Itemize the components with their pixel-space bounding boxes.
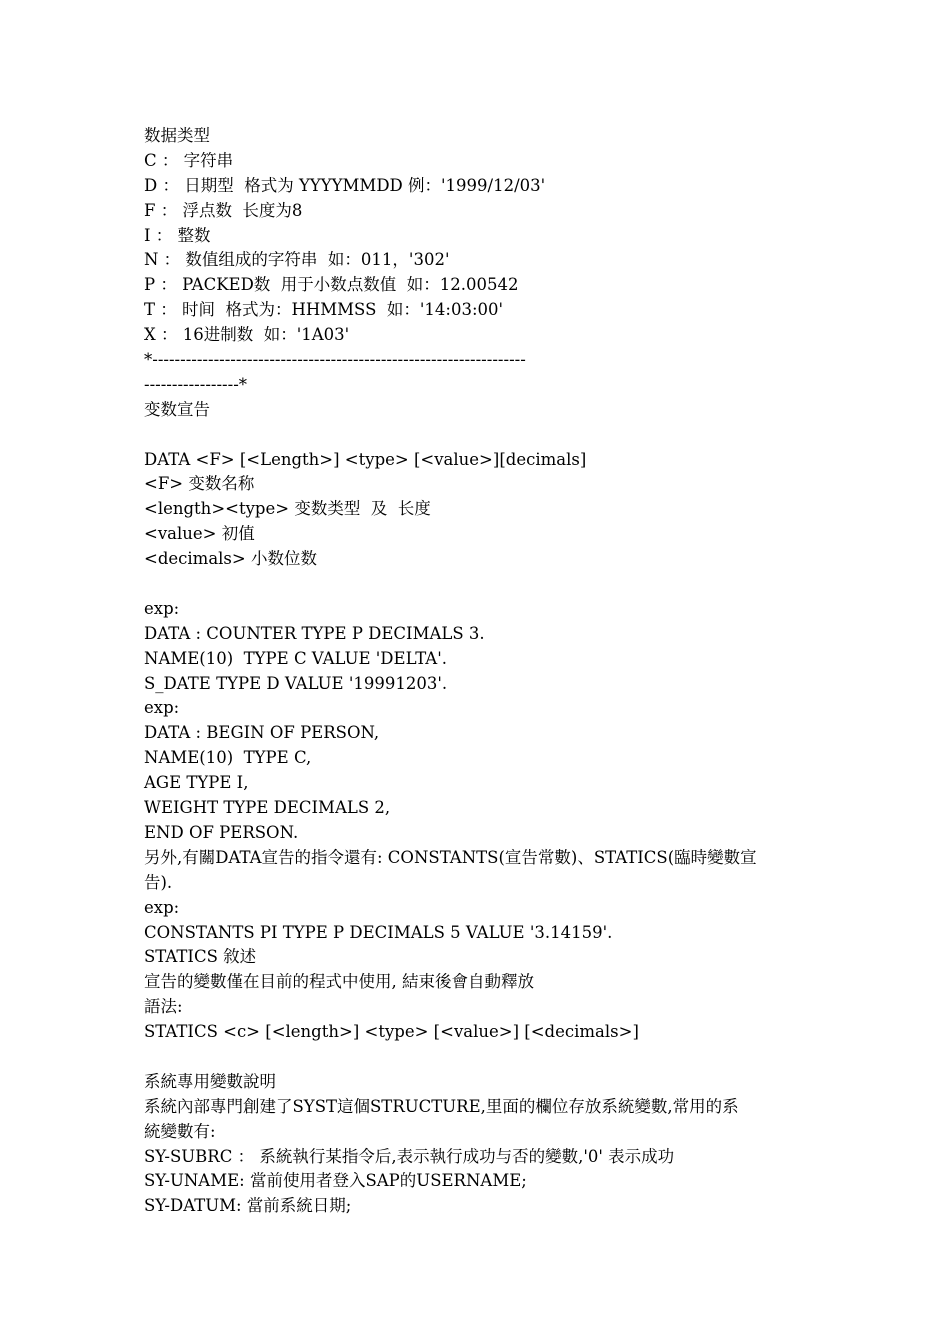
paragraph-line: 告). bbox=[144, 872, 173, 892]
example-label: exp: bbox=[144, 598, 180, 618]
type-f-line: F ： 浮点数 长度为8 bbox=[144, 200, 303, 220]
blank-line bbox=[144, 1045, 814, 1070]
code-line: CONSTANTS PI TYPE P DECIMALS 5 VALUE '3.14159'. bbox=[144, 922, 613, 942]
code-line: DATA : BEGIN OF PERSON, bbox=[144, 723, 380, 743]
type-d-line: D ： 日期型 格式为 YYYYMMDD 例：'1999/12/03' bbox=[144, 175, 546, 195]
example-label: exp: bbox=[144, 698, 180, 718]
code-line: NAME(10) TYPE C VALUE 'DELTA'. bbox=[144, 648, 447, 668]
sysvar-subrc-line: SY-SUBRC ： 系統執行某指令后,表示執行成功与否的變數,'0' 表示成功 bbox=[144, 1146, 675, 1166]
paragraph-line: 宣告的變數僅在目前的程式中使用, 結束後會自動釋放 bbox=[144, 972, 534, 992]
separator-line-2: -----------------* bbox=[144, 374, 248, 394]
separator-line-1: *------------------------------------------------------------------- bbox=[144, 350, 526, 370]
param-value-line: <value> 初值 bbox=[144, 524, 255, 544]
code-line: NAME(10) TYPE C, bbox=[144, 748, 312, 768]
syntax-label: 語法: bbox=[144, 997, 183, 1017]
sysvar-datum-line: SY-DATUM: 當前系統日期; bbox=[144, 1196, 352, 1216]
data-syntax-line: DATA <F> [<Length>] <type> [<value>][decimals] bbox=[144, 449, 587, 469]
code-line: S_DATE TYPE D VALUE '19991203'. bbox=[144, 673, 448, 693]
paragraph-line: 另外,有關DATA宣告的指令還有: CONSTANTS(宣告常數)、STATICS(臨時變數宣 bbox=[144, 847, 757, 867]
heading-system-variables: 系統專用變數說明 bbox=[144, 1071, 276, 1091]
type-p-line: P ： PACKED数 用于小数点数值 如：12.00542 bbox=[144, 275, 519, 295]
document-body bbox=[144, 124, 814, 1219]
sysvar-uname-line: SY-UNAME: 當前使用者登入SAP的USERNAME; bbox=[144, 1171, 527, 1191]
blank-line bbox=[144, 572, 814, 597]
param-length-type-line: <length><type> 变数类型 及 长度 bbox=[144, 499, 431, 519]
type-n-line: N ： 数值组成的字符串 如：011，'302' bbox=[144, 250, 450, 270]
statics-heading: STATICS 敘述 bbox=[144, 947, 257, 967]
type-i-line: I ： 整数 bbox=[144, 225, 211, 245]
paragraph-line: 系統內部專門創建了SYST這個STRUCTURE,里面的欄位存放系統變數,常用的系 bbox=[144, 1096, 739, 1116]
heading-variable-declaration: 变数宣告 bbox=[144, 399, 210, 419]
code-line: STATICS <c> [<length>] <type> [<value>] [<decimals>] bbox=[144, 1022, 639, 1042]
blank-line bbox=[144, 423, 814, 448]
code-line: WEIGHT TYPE DECIMALS 2, bbox=[144, 798, 391, 818]
type-c-line: C ： 字符串 bbox=[144, 150, 234, 170]
example-label: exp: bbox=[144, 897, 180, 917]
heading-data-types: 数据类型 bbox=[144, 126, 210, 145]
type-x-line: X ： 16进制数 如：'1A03' bbox=[144, 325, 350, 345]
code-line: END OF PERSON. bbox=[144, 822, 299, 842]
paragraph-line: 統變數有: bbox=[144, 1121, 216, 1141]
type-t-line: T ： 时间 格式为：HHMMSS 如：'14:03:00' bbox=[144, 300, 504, 320]
param-decimals-line: <decimals> 小数位数 bbox=[144, 549, 317, 569]
code-line: AGE TYPE I, bbox=[144, 773, 249, 793]
code-line: DATA : COUNTER TYPE P DECIMALS 3. bbox=[144, 623, 485, 643]
param-f-line: <F> 变数名称 bbox=[144, 474, 255, 494]
